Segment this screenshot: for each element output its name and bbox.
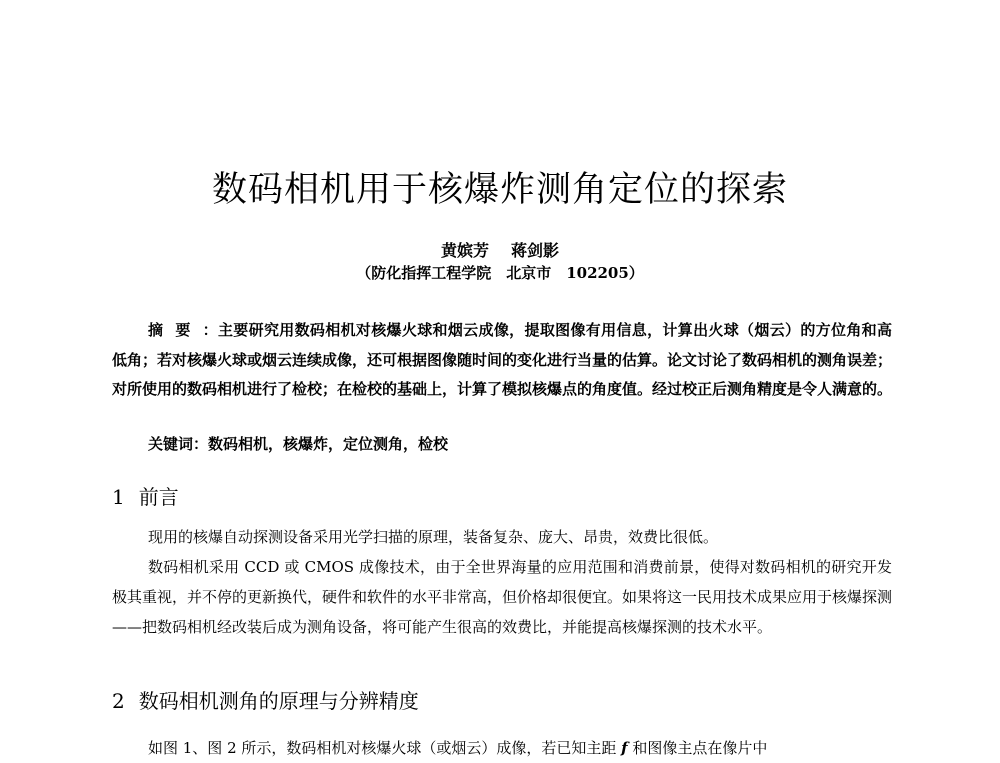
section-number: 1 xyxy=(112,485,125,509)
keywords-label: 关键词： xyxy=(148,435,209,453)
section-number: 2 xyxy=(112,689,125,713)
author-list xyxy=(0,238,1000,261)
keywords-text: 数码相机，核爆炸，定位测角，检校 xyxy=(208,435,449,453)
abstract-label: 摘要 xyxy=(148,321,203,339)
section-heading-intro xyxy=(112,481,179,510)
author-name: 蒋剑影 xyxy=(511,241,560,260)
author-name: 黄嫔芳 xyxy=(440,241,489,260)
paper-title: 数码相机用于核爆炸测角定位的探索 xyxy=(211,170,788,210)
paragraph: 数码相机采用 CCD 或 CMOS 成像技术，由于全世界海量的应用范围和消费前景，使得对数码相机的研究开发极其重视，并不停的更新换代，硬件和软件的水平非常高，但价格却很便宜。如果将这一民用技术成果应用于核爆探测——把数码相机经改装后成为测角设备，将可能产生很高的效费比，并能提高核爆探测的技术水平。 xyxy=(112,558,893,636)
section-title: 前言 xyxy=(138,485,179,509)
abstract-text: 主要研究用数码相机对核爆火球和烟云成像，提取图像有用信息，计算出火球（烟云）的方位角和高低角；若对核爆火球或烟云连续成像，还可根据图像随时间的变化进行当量的估算。论文讨论了数码相机的测角误差；对所使用的数码相机进行了检校；在检校的基础上，计算了模拟核爆点的角度值。经过校正后测角精度是令人满意的。 xyxy=(112,321,893,398)
section-title: 数码相机测角的原理与分辨精度 xyxy=(138,689,419,713)
paragraph: 现用的核爆自动探测设备采用光学扫描的原理，装备复杂、庞大、昂贵，效费比很低。 xyxy=(148,528,719,546)
paragraph-text: 如图 1、图 2 所示，数码相机对核爆火球（或烟云）成像，若已知主距 xyxy=(148,739,622,757)
paragraph-text: 和图像主点在像片中 xyxy=(627,739,768,757)
math-variable: f xyxy=(621,739,628,757)
keywords xyxy=(148,433,448,454)
section-heading-principle xyxy=(112,685,419,714)
abstract: 摘要：主要研究用数码相机对核爆火球和烟云成像，提取图像有用信息，计算出火球（烟云）的方位角和高低角；若对核爆火球或烟云连续成像，还可根据图像随时间的变化进行当量的估算。论文讨论了数码相机的测角误差；对所使用的数码相机进行了检校；在检校的基础上，计算了模拟核爆点的角度值。经过校正后测角精度是令人满意的。 xyxy=(112,321,893,398)
affiliation: （防化指挥工程学院 北京市 102205） xyxy=(356,264,644,282)
paragraph xyxy=(112,733,892,763)
